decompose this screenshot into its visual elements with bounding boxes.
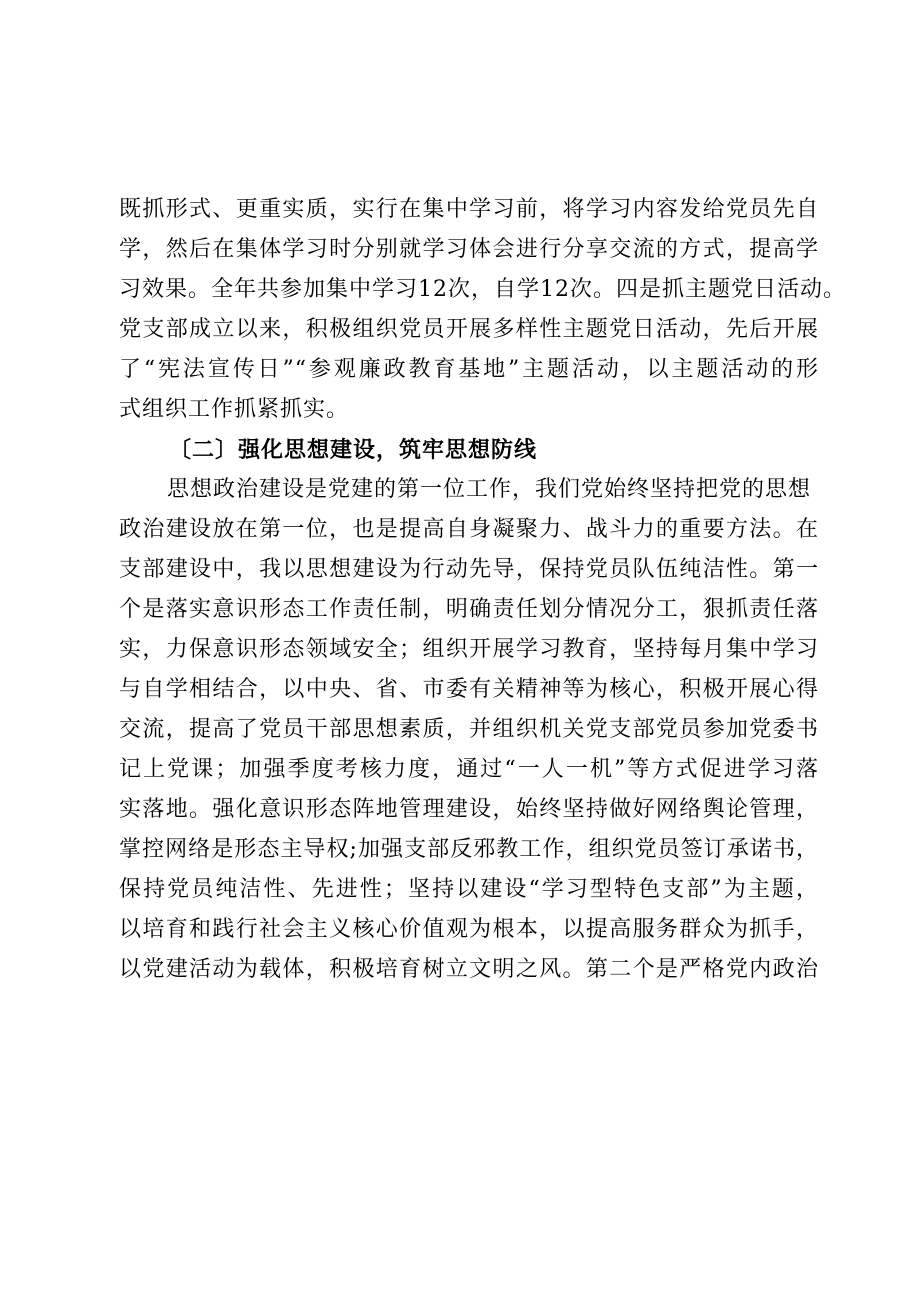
paragraph-2-line-6: 与自学相结合，以中央、省、市委有关精神等为核心，积极开展心得	[119, 677, 819, 702]
paragraph-2-line-9: 实落地。强化意识形态阵地管理建设，始终坚持做好网络舆论管理，	[119, 797, 819, 822]
paragraph-2-line-11: 保持党员纯洁性、先进性；坚持以建设“学习型特色支部”为主题，	[119, 877, 819, 902]
paragraph-1-line-2: 学，然后在集体学习时分别就学习体会进行分享交流的方式，提高学	[119, 237, 819, 262]
paragraph-2-line-13: 以党建活动为载体，积极培育树立文明之风。第二个是严格党内政治	[119, 957, 819, 982]
paragraph-2-line-5: 实，力保意识形态领域安全；组织开展学习教育，坚持每月集中学习	[119, 637, 819, 662]
paragraph-1-line-3: 习效果。全年共参加集中学习12次，自学12次。四是抓主题党日活动。	[119, 277, 846, 302]
paragraph-1-line-1: 既抓形式、更重实质，实行在集中学习前，将学习内容发给党员先自	[119, 197, 819, 222]
paragraph-2-line-7: 交流，提高了党员干部思想素质，并组织机关党支部党员参加党委书	[119, 717, 819, 742]
paragraph-1-line-6: 式组织工作抓紧抓实。	[119, 397, 350, 422]
paragraph-2-line-4: 个是落实意识形态工作责任制，明确责任划分情况分工，狠抓责任落	[119, 597, 819, 622]
section-heading: 〔二〕强化思想建设，筑牢思想防线	[169, 437, 538, 463]
paragraph-1	[119, 190, 846, 430]
paragraph-2-line-10: 掌控网络是形态主导权;加强支部反邪教工作，组织党员签订承诺书，	[119, 837, 819, 862]
paragraph-2-line-2: 政治建设放在第一位，也是提高自身凝聚力、战斗力的重要方法。在	[119, 517, 819, 542]
paragraph-2-line-1: 思想政治建设是党建的第一位工作，我们党始终坚持把党的思想	[167, 477, 812, 502]
paragraph-2	[119, 470, 819, 990]
paragraph-2-line-8: 记上党课；加强季度考核力度，通过“一人一机”等方式促进学习落	[119, 757, 819, 782]
paragraph-1-line-5: 了“宪法宣传日”“参观廉政教育基地”主题活动，以主题活动的形	[119, 357, 819, 382]
paragraph-1-line-4: 党支部成立以来，积极组织党员开展多样性主题党日活动，先后开展	[119, 317, 819, 342]
paragraph-2-line-3: 支部建设中，我以思想建设为行动先导，保持党员队伍纯洁性。第一	[119, 557, 819, 582]
document-body	[119, 190, 846, 990]
paragraph-2-line-12: 以培育和践行社会主义核心价值观为根本，以提高服务群众为抓手，	[119, 917, 819, 942]
